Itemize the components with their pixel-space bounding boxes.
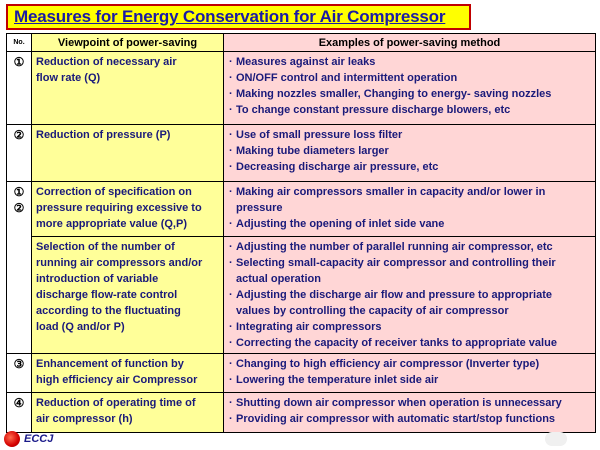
viewpoint-text: more appropriate value (Q,P)	[36, 218, 187, 230]
row-number: ②	[13, 128, 25, 142]
header-viewpoint: Viewpoint of power-saving	[32, 34, 224, 52]
examples-cell	[224, 393, 596, 433]
row-number: ①	[13, 55, 25, 69]
example-text: pressure	[236, 202, 283, 214]
example-text: · Lowering the temperature inlet side air	[236, 374, 439, 386]
example-text: · Decreasing discharge air pressure, etc	[236, 161, 439, 173]
viewpoint-text: pressure requiring excessive to	[36, 202, 202, 214]
row-number-cell	[7, 125, 32, 182]
example-text: · ON/OFF control and intermittent operation	[236, 72, 458, 84]
example-item	[228, 216, 591, 232]
table-row	[7, 52, 596, 125]
example-item	[228, 184, 591, 216]
table-row	[7, 354, 596, 393]
viewpoint-text: introduction of variable	[36, 273, 159, 285]
viewpoint-text: load (Q and/or P)	[36, 321, 125, 333]
examples-cell	[224, 237, 596, 354]
row-number: ③	[13, 357, 25, 371]
viewpoint-cell	[32, 393, 224, 433]
viewpoint-cell	[32, 52, 224, 125]
eccj-logo	[4, 430, 53, 448]
example-text: · Adjusting the number of parallel running air compressor, etc	[236, 241, 553, 253]
example-text: · Integrating air compressors	[236, 321, 382, 333]
example-item	[228, 239, 591, 255]
example-item	[228, 319, 591, 335]
viewpoint-text: according to the fluctuating	[36, 305, 181, 317]
example-item	[228, 395, 591, 411]
viewpoint-cell	[32, 182, 224, 237]
example-text: · Providing air compressor with automatic start/stop functions	[236, 413, 556, 425]
viewpoint-text: air compressor (h)	[36, 413, 133, 425]
example-item	[228, 102, 591, 118]
example-text: · Making nozzles smaller, Changing to energy- saving nozzles	[236, 88, 552, 100]
example-text: · Shutting down air compressor when operation is unnecessary	[236, 397, 562, 409]
row-number-cell	[7, 237, 32, 354]
viewpoint-text: Enhancement of function by	[36, 358, 184, 370]
header-examples: Examples of power-saving method	[224, 34, 596, 52]
table-row	[7, 125, 596, 182]
row-number-cell	[7, 182, 32, 237]
examples-cell	[224, 182, 596, 237]
example-text: · Selecting small-capacity air compressor and controlling their	[236, 257, 556, 269]
examples-cell	[224, 354, 596, 393]
example-text: actual operation	[236, 273, 321, 285]
viewpoint-cell	[32, 354, 224, 393]
row-number-cell	[7, 393, 32, 433]
example-item	[228, 54, 591, 70]
viewpoint-text: Reduction of pressure (P)	[36, 129, 171, 141]
example-item	[228, 356, 591, 372]
viewpoint-text: flow rate (Q)	[36, 72, 101, 84]
examples-cell	[224, 52, 596, 125]
example-text: · Making tube diameters larger	[236, 145, 389, 157]
corner-decoration-icon	[545, 432, 567, 446]
example-text: · To change constant pressure discharge blowers, etc	[236, 104, 511, 116]
example-item	[228, 127, 591, 143]
example-text: · Adjusting the opening of inlet side vane	[236, 218, 445, 230]
eccj-logo-text: ECCJ	[24, 433, 54, 445]
table-row	[7, 393, 596, 433]
example-item	[228, 372, 591, 388]
header-no: No.	[7, 34, 32, 52]
row-number: ④	[13, 396, 25, 410]
example-text: · Changing to high efficiency air compressor (Inverter type)	[236, 358, 540, 370]
viewpoint-cell	[32, 237, 224, 354]
example-item	[228, 411, 591, 427]
examples-cell	[224, 125, 596, 182]
example-text: · Measures against air leaks	[236, 56, 376, 68]
row-number-cell	[7, 354, 32, 393]
viewpoint-text: Correction of specification on	[36, 186, 192, 198]
example-item	[228, 143, 591, 159]
viewpoint-text: high efficiency air Compressor	[36, 374, 198, 386]
title-banner	[6, 4, 471, 30]
example-text: · Adjusting the discharge air flow and pressure to appropriate	[236, 289, 552, 301]
example-text: · Making air compressors smaller in capacity and/or lower in	[236, 186, 546, 198]
table-row	[7, 237, 596, 354]
example-text: · Use of small pressure loss filter	[236, 129, 403, 141]
example-item	[228, 86, 591, 102]
viewpoint-text: discharge flow-rate control	[36, 289, 178, 301]
viewpoint-cell	[32, 125, 224, 182]
example-item	[228, 287, 591, 319]
eccj-logo-icon	[4, 431, 20, 447]
viewpoint-text: running air compressors and/or	[36, 257, 203, 269]
example-item	[228, 255, 591, 287]
example-text: values by controlling the capacity of air compressor	[236, 305, 509, 317]
viewpoint-text: Selection of the number of	[36, 241, 175, 253]
example-item	[228, 335, 591, 351]
row-number: ①	[13, 185, 25, 199]
example-item	[228, 70, 591, 86]
viewpoint-text: Reduction of necessary air	[36, 56, 177, 68]
example-item	[228, 159, 591, 175]
measures-table	[6, 33, 596, 433]
viewpoint-text: Reduction of operating time of	[36, 397, 196, 409]
row-number: ②	[13, 201, 25, 215]
row-number-cell	[7, 52, 32, 125]
example-text: · Correcting the capacity of receiver tanks to appropriate value	[236, 337, 557, 349]
table-header-row	[7, 34, 596, 52]
page-title: Measures for Energy Conservation for Air Compressor	[14, 7, 446, 26]
table-row	[7, 182, 596, 237]
